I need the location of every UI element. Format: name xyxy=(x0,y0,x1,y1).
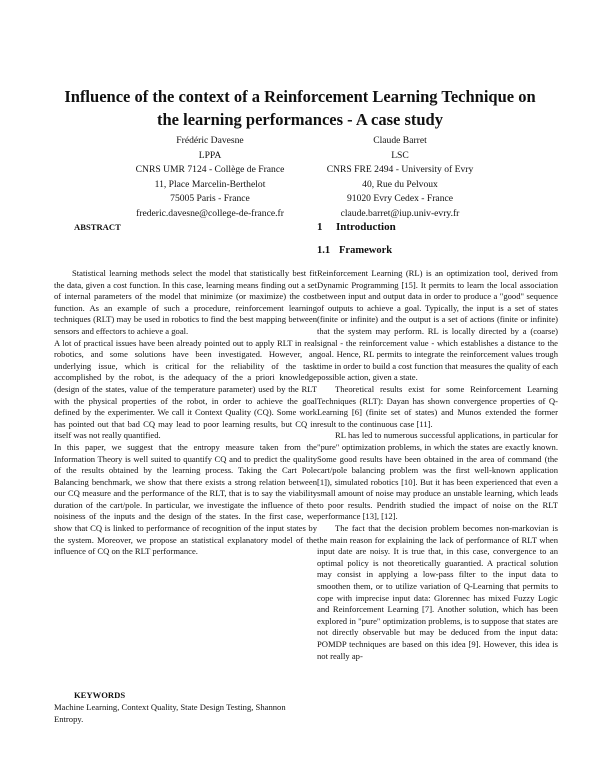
introduction-body xyxy=(317,268,558,662)
author-address-line-1: 11, Place Marcelin-Berthelot xyxy=(154,178,266,190)
section-number: 1 xyxy=(317,221,323,233)
abstract-paragraph-3: In this paper, we suggest that the entropy measure taken from the Information Theory is well suited to quantify CQ and to predict the quality of the results obtained by the learning process. Taking the Cart Pole Balancing benchmark, we show that there exists a strong relation between our CQ measure and the performance of the RLT, that is to say the viability duration of the cart/pole. In particular, we investigate the influence of the noisiness of the inputs and the design of the states. In the first case, we show that CQ is linked to performance of recognition of the input states by the system. Moreover, we propose an statistical explanatory model of the influence of CQ on the RLT performance. xyxy=(54,441,317,557)
title-line-2: the learning performances - A case study xyxy=(157,110,443,129)
author-lab: LPPA xyxy=(198,149,222,161)
author-name: Claude Barret xyxy=(373,135,427,146)
author-address-line-2: 75005 Paris - France xyxy=(170,193,250,204)
author-address-line-1: 40, Rue du Pelvoux xyxy=(362,178,438,190)
intro-paragraph-2: Theoretical results exist for some Reinforcement Learning Techniques (RLT): Dayan has shown convergence properties of Q-Learning [6] (finite set of states) and Munos extended the former result to the continuous case [11]. xyxy=(317,383,558,429)
keywords-heading: KEYWORDS xyxy=(74,690,126,700)
author-affiliation: CNRS UMR 7124 - Collège de France xyxy=(135,164,285,175)
intro-paragraph-3: RL has led to numerous successful applications, in particular for "pure" optimization problems, in which the states are exactly known. Some good results have been obtained in the area of command (the cart/pole balancing problem was the first well-known application [1]), simulated robotics [10]. But it has been experienced that even a small amount of noise may produce an unstable learning, which leads to poor results. Pendrith studied the impact of noise on the RLT performance [13], [12]. xyxy=(317,430,558,522)
author-block-1 xyxy=(110,134,310,221)
author-email: claude.barret@iup.univ-evry.fr xyxy=(340,207,460,219)
subsection-heading xyxy=(317,245,392,256)
author-lab: LSC xyxy=(391,149,409,161)
title-line-1: Influence of the context of a Reinforcement Learning Technique on xyxy=(64,87,536,106)
author-block-2 xyxy=(300,134,500,221)
subsection-number: 1.1 xyxy=(317,245,331,256)
section-title: Introduction xyxy=(336,221,396,233)
section-heading xyxy=(317,221,396,233)
intro-paragraph-1: Reinforcement Learning (RL) is an optimization tool, derived from Dynamic Programming [15]. It permits to learn the local association between input and output data in order to produce a "good" sequence of outputs to achieve a goal. Typically, the input is a set of states (finite or infinite) and the output is a set of actions (finite or infinite) that the system may perform. RL is locally directed by a (coarse) signal - the reinforcement value - which establishes a distance to the goal. Hence, RL permits to integrate the reinforcement values trough time in order to build a cost function that measures the quality of each possible action, given a state. xyxy=(317,268,558,383)
intro-paragraph-4: The fact that the decision problem becomes non-markovian is the main reason for explaining the lack of performance of RLT when input date are noisy. It is true that, in this case, convergence to an optimal policy is not theoretically guarantied. A practical solution may consist in applying a low-pass filter to the input data to smoothen them, or to utilize variation of Q-Learning that permits to cope with imprecise input data: Glorennec has mixed Fuzzy Logic and Reinforcement Learning [7]. Another solution, which has been explored in "pure" optimization problems, is to suppose that states are not directly observable but may be deduced from the input data: POMDP techniques are based on this idea [9]. However, this idea is not really ap- xyxy=(317,523,558,661)
abstract-paragraph-1: Statistical learning methods select the model that statistically best fit the data, given a cost function. In this case, learning means finding out a set of internal parameters of the model that minimize (or maximize) the cost function. As an example of such a procedure, reinforcement learning techniques (RLT) may be used in robotics to find the best mapping between sensors and effectors to achieve a goal. xyxy=(54,268,317,336)
author-affiliation: CNRS FRE 2494 - University of Evry xyxy=(326,164,474,175)
subsection-title: Framework xyxy=(339,245,393,256)
author-address-line-2: 91020 Evry Cedex - France xyxy=(346,193,454,204)
author-email: frederic.davesne@college-de-france.fr xyxy=(136,207,284,219)
keywords-text: Machine Learning, Context Quality, State Design Testing, Shannon Entropy. xyxy=(54,702,286,724)
abstract-body xyxy=(54,268,317,558)
paper-title xyxy=(40,85,560,131)
abstract-paragraph-2: A lot of practical issues have been already pointed out to apply RLT in real robotics, and some solutions have been investigated. However, an underlying issue, which is critical for the reliability of the task accomplished by the robot, is the adequacy of the a priori knowledge (design of the states, value of the temperature parameter) used by the RLT with the physical properties of the robot, in order to achieve the goal defined by the experimenter. We call it Context Quality (CQ). Some work has pointed out that bad CQ may lead to poor learning results, but CQ in itself was not really quantified. xyxy=(54,337,317,441)
author-name: Frédéric Davesne xyxy=(176,135,244,146)
abstract-heading: ABSTRACT xyxy=(74,222,121,232)
